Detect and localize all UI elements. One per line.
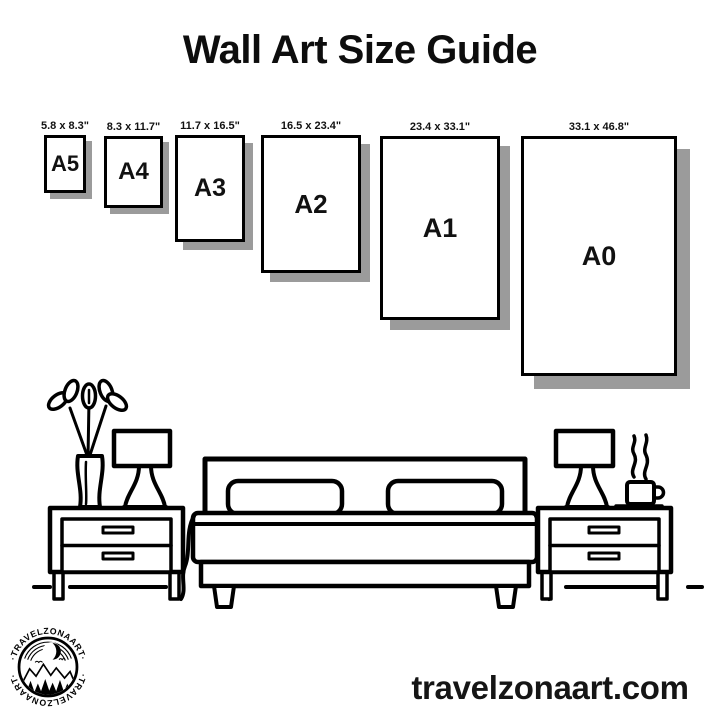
svg-text:·TRAVELZONAART·: ·TRAVELZONAART·	[7, 625, 89, 662]
size-dimensions-label: 5.8 x 8.3"	[40, 120, 90, 132]
size-code: A3	[194, 174, 226, 202]
size-code: A4	[118, 158, 149, 185]
size-code: A0	[581, 240, 617, 271]
svg-text:·TRAVELZONAART·: ·TRAVELZONAART·	[7, 672, 89, 709]
table-lamp-right-icon	[556, 431, 613, 507]
size-code: A1	[422, 212, 458, 243]
bed-icon	[181, 459, 549, 607]
website-url: travelzonaart.com	[411, 669, 689, 706]
size-code: A2	[294, 188, 328, 219]
brand-logo	[2, 621, 94, 713]
table-lamp-left-icon	[114, 431, 170, 507]
size-dimensions-label: 23.4 x 33.1"	[409, 121, 471, 133]
coffee-cup-icon	[616, 435, 664, 506]
page-title: Wall Art Size Guide	[182, 28, 538, 72]
size-dimensions-label: 8.3 x 11.7"	[106, 121, 161, 133]
size-dimensions-label: 16.5 x 23.4"	[280, 120, 342, 132]
size-dimensions-label: 11.7 x 16.5"	[180, 120, 240, 132]
size-dimensions-label: 33.1 x 46.8"	[568, 121, 630, 133]
size-code: A5	[50, 151, 80, 176]
